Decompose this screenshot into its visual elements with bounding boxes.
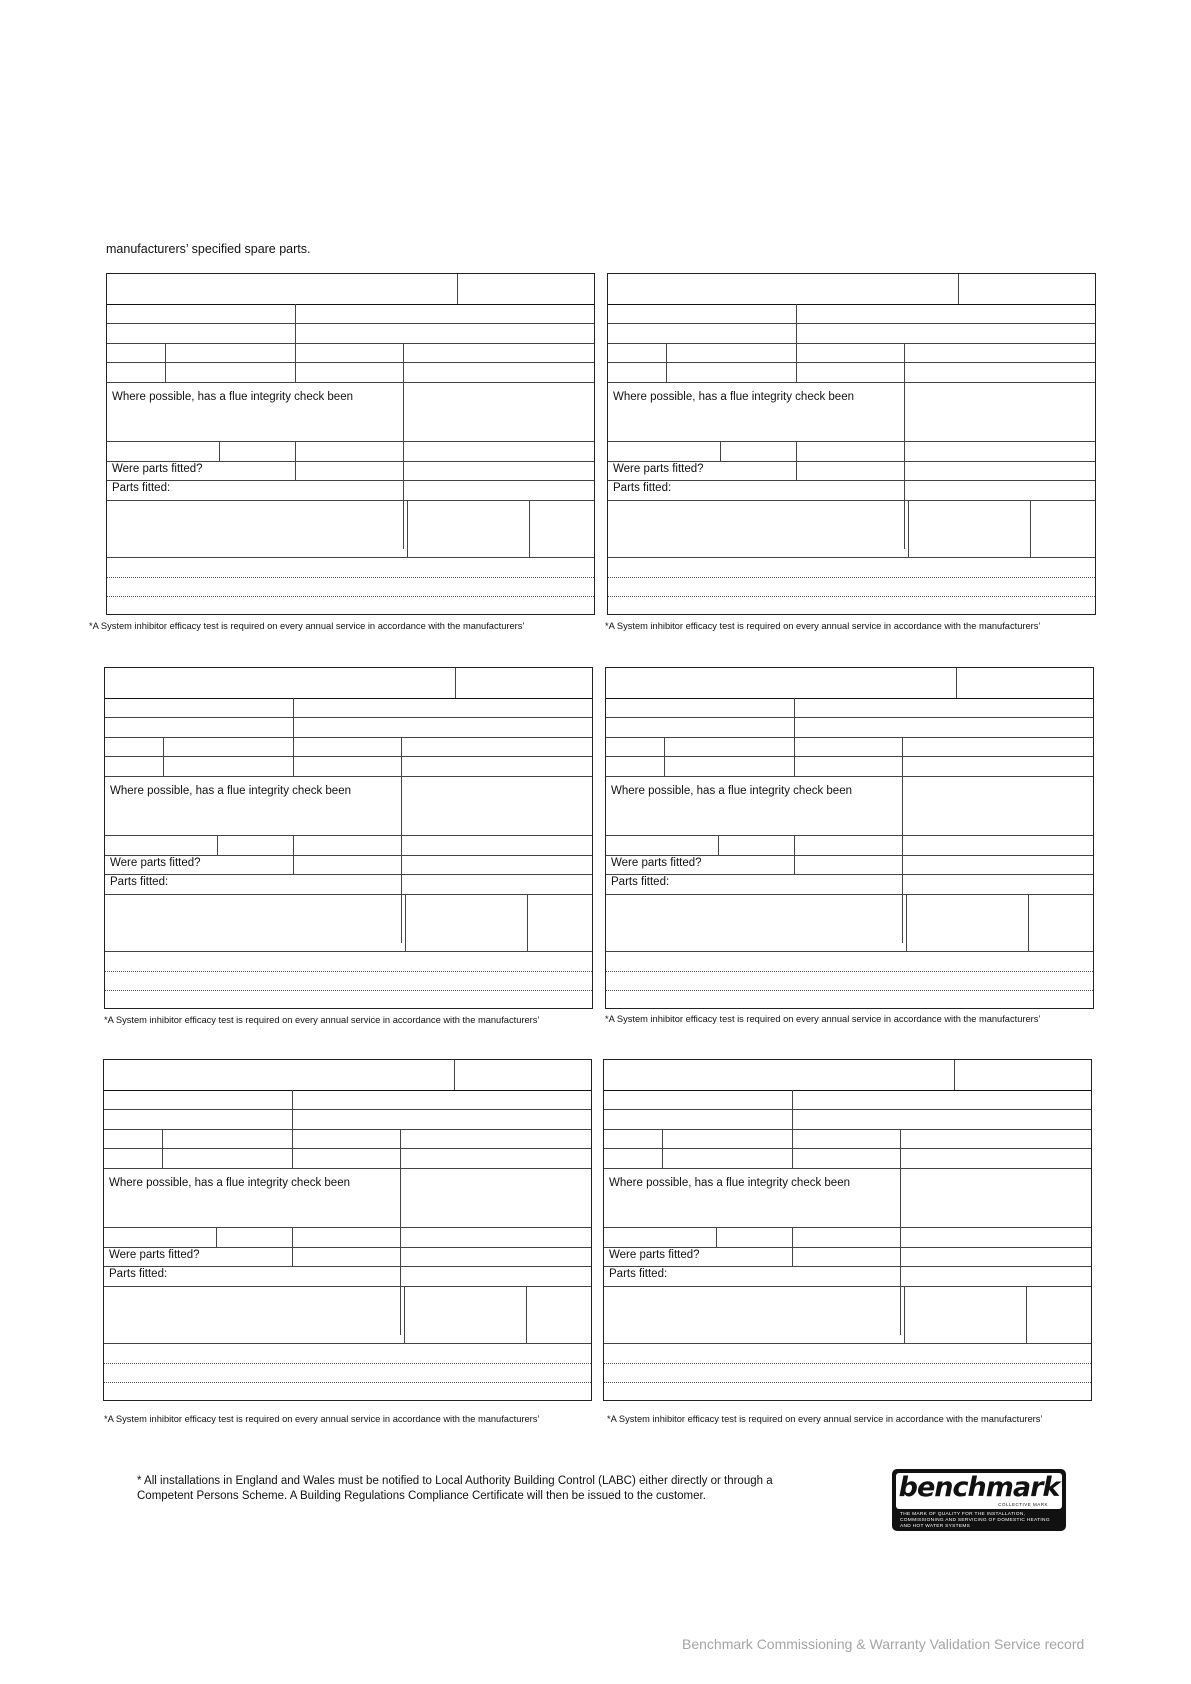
- top-note: manufacturers’ specified spare parts.: [106, 242, 311, 256]
- flue-check-label: Where possible, has a flue integrity check been: [613, 391, 854, 403]
- service-record-card-3: [104, 667, 593, 1009]
- parts-fitted-question: Were parts fitted?: [112, 463, 203, 475]
- service-record-card-1: [106, 273, 595, 615]
- benchmark-logo-tagline: THE MARK OF QUALITY FOR THE INSTALLATION, COMMISSIONING AND SERVICING OF DOMESTIC HEATING AND HOT WATER SYSTEMS: [900, 1512, 1050, 1529]
- flue-check-label: Where possible, has a flue integrity check been: [609, 1177, 850, 1189]
- service-record-card-2: [607, 273, 1096, 615]
- parts-fitted-question: Were parts fitted?: [611, 857, 702, 869]
- benchmark-logo: [892, 1469, 1066, 1531]
- parts-fitted-question: Were parts fitted?: [109, 1249, 200, 1261]
- flue-check-label: Where possible, has a flue integrity check been: [109, 1177, 350, 1189]
- inhibitor-footnote: *A System inhibitor efficacy test is required on every annual service in accordance with the manufacturers’: [605, 1014, 1041, 1024]
- inhibitor-footnote: *A System inhibitor efficacy test is required on every annual service in accordance with the manufacturers’: [104, 1015, 540, 1025]
- inhibitor-footnote: *A System inhibitor efficacy test is required on every annual service in accordance with the manufacturers’: [605, 621, 1041, 631]
- parts-fitted-question: Were parts fitted?: [110, 857, 201, 869]
- record-label: Benchmark Commissioning & Warranty Validation Service record: [682, 1636, 1085, 1652]
- inhibitor-footnote: *A System inhibitor efficacy test is required on every annual service in accordance with the manufacturers’: [607, 1414, 1043, 1424]
- parts-fitted-question: Were parts fitted?: [613, 463, 704, 475]
- parts-fitted-label: Parts fitted:: [611, 876, 670, 888]
- labc-note-line-1: * All installations in England and Wales must be notified to Local Authority Building Control (LABC) either directly or through a: [137, 1475, 773, 1487]
- parts-fitted-label: Parts fitted:: [112, 482, 171, 494]
- flue-check-label: Where possible, has a flue integrity check been: [110, 785, 351, 797]
- service-record-card-5: [103, 1059, 592, 1401]
- labc-note: [137, 1474, 837, 1504]
- inhibitor-footnote: *A System inhibitor efficacy test is required on every annual service in accordance with the manufacturers’: [104, 1414, 540, 1424]
- parts-fitted-label: Parts fitted:: [109, 1268, 168, 1280]
- flue-check-label: Where possible, has a flue integrity check been: [611, 785, 852, 797]
- parts-fitted-question: Were parts fitted?: [609, 1249, 700, 1261]
- benchmark-logo-word: benchmark: [898, 1472, 1060, 1503]
- inhibitor-footnote: *A System inhibitor efficacy test is required on every annual service in accordance with the manufacturers’: [89, 621, 525, 631]
- parts-fitted-label: Parts fitted:: [613, 482, 672, 494]
- benchmark-logo-sub: COLLECTIVE MARK: [998, 1502, 1048, 1507]
- service-record-card-4: [605, 667, 1094, 1009]
- parts-fitted-label: Parts fitted:: [110, 876, 169, 888]
- flue-check-label: Where possible, has a flue integrity check been: [112, 391, 353, 403]
- service-record-card-6: [603, 1059, 1092, 1401]
- parts-fitted-label: Parts fitted:: [609, 1268, 668, 1280]
- labc-note-line-2: Competent Persons Scheme. A Building Regulations Compliance Certificate will then be issued to the customer.: [137, 1490, 706, 1502]
